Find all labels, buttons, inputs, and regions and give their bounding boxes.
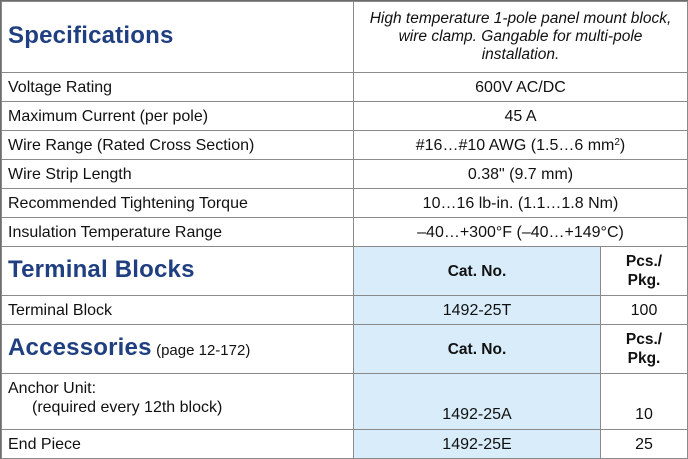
terminal-blocks-header-row: [2, 247, 688, 296]
pcs-pkg-header: [601, 247, 688, 296]
specifications-header-row: [2, 2, 688, 73]
cat-number: 1492-25T: [354, 296, 601, 325]
cat-number: 1492-25E: [354, 430, 601, 459]
accessories-title-cell: [2, 325, 354, 374]
product-sublabel: (required every 12th block): [32, 399, 223, 416]
spec-row-insulation-temp: [2, 218, 688, 247]
spec-row-wire-range: [2, 131, 688, 160]
specifications-title-cell: [2, 2, 354, 73]
spec-label: Recommended Tightening Torque: [2, 189, 354, 218]
spec-value: 600V AC/DC: [354, 73, 688, 102]
terminal-blocks-title-cell: [2, 247, 354, 296]
spec-label: Maximum Current (per pole): [2, 102, 354, 131]
cat-number: 1492-25A: [354, 374, 601, 430]
spec-row-strip-length: [2, 160, 688, 189]
terminal-block-row: [2, 296, 688, 325]
pcs-header-line2: Pkg.: [627, 272, 661, 289]
spec-value-main: #16…#10 AWG (1.5…6 mm: [415, 136, 615, 154]
product-label: Terminal Block: [2, 296, 354, 325]
spec-label: Voltage Rating: [2, 73, 354, 102]
spec-row-current: [2, 102, 688, 131]
spec-value: 10…16 lb-in. (1.1…1.8 Nm): [354, 189, 688, 218]
pcs-header-line2: Pkg.: [627, 350, 661, 367]
end-piece-row: [2, 430, 688, 459]
specifications-title: Specifications: [8, 22, 174, 49]
spec-row-torque: [2, 189, 688, 218]
spec-value: 45 A: [354, 102, 688, 131]
superscript: 2: [614, 136, 620, 148]
product-label: End Piece: [2, 430, 354, 459]
product-label: Anchor Unit:: [8, 380, 97, 397]
pcs-header-line1: Pcs./: [625, 331, 663, 348]
spec-table: [1, 1, 688, 459]
pcs-per-pkg: 100: [601, 296, 688, 325]
product-label-cell: [2, 374, 354, 430]
spec-label: Insulation Temperature Range: [2, 218, 354, 247]
pcs-per-pkg: 10: [601, 374, 688, 430]
spec-value: [354, 131, 688, 160]
product-description: High temperature 1-pole panel mount block, wire clamp. Gangable for multi-pole installation.: [354, 2, 688, 73]
spec-label: Wire Range (Rated Cross Section): [2, 131, 354, 160]
accessories-page-ref: (page 12-172): [156, 342, 251, 359]
cat-no-header: Cat. No.: [354, 325, 601, 374]
spec-row-voltage: [2, 73, 688, 102]
spec-value: 0.38" (9.7 mm): [354, 160, 688, 189]
accessories-header-row: [2, 325, 688, 374]
anchor-unit-row: [2, 374, 688, 430]
pcs-per-pkg: 25: [601, 430, 688, 459]
spec-label: Wire Strip Length: [2, 160, 354, 189]
pcs-pkg-header: [601, 325, 688, 374]
spec-value: –40…+300°F (–40…+149°C): [354, 218, 688, 247]
pcs-header-line1: Pcs./: [625, 253, 663, 270]
accessories-title: Accessories: [8, 334, 152, 361]
cat-no-header: Cat. No.: [354, 247, 601, 296]
terminal-blocks-title: Terminal Blocks: [8, 256, 195, 283]
spec-value-close: ): [619, 136, 626, 154]
